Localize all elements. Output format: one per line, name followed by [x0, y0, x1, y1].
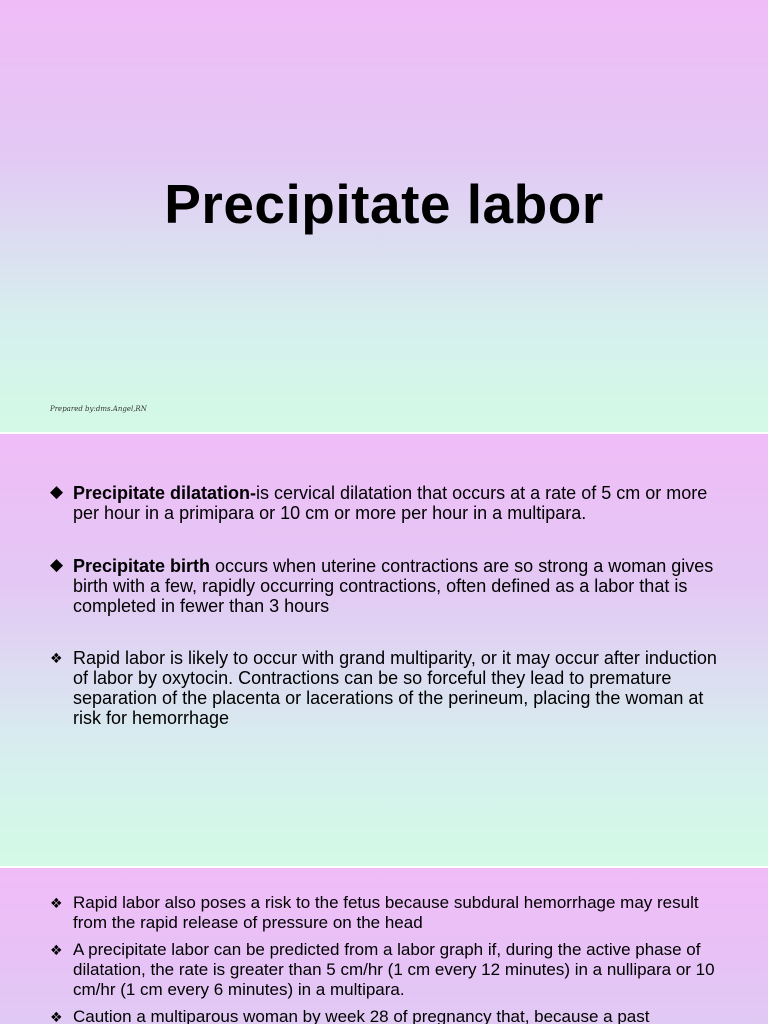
diamond-bullet-icon: ◆ [50, 482, 64, 502]
title-slide [0, 0, 768, 432]
bullet-text: Rapid labor is likely to occur with grand multiparity, or it may occur after induction of labor by oxytocin. Contractions can be so forceful they lead to premature separation of the placenta or lacerations of the perineum, placing the woman at risk for hemorrhage [73, 648, 717, 728]
four-diamond-bullet-icon: ❖ [50, 943, 63, 959]
bullet-item [50, 556, 730, 616]
risks-slide [0, 868, 768, 1024]
bullet-text: occurs when uterine contractions are so strong a woman gives birth with a few, rapidly occurring contractions, often defined as a labor that is completed in fewer than 3 hours [73, 556, 714, 616]
bullet-item [50, 940, 730, 1000]
bullet-term: Precipitate birth [73, 556, 211, 576]
bullet-text: is cervical dilatation that occurs at a rate of 5 cm or more per hour in a primipara or 10 cm or more per hour in a multipara. [73, 483, 708, 523]
four-diamond-bullet-icon: ❖ [50, 896, 63, 912]
bullet-text: Rapid labor also poses a risk to the fetus because subdural hemorrhage may result from the rapid release of pressure on the head [73, 893, 699, 932]
bullet-term: Precipitate dilatation- [73, 483, 257, 503]
four-diamond-bullet-icon: ❖ [50, 1010, 63, 1024]
bullet-item [50, 893, 730, 933]
bullet-item [50, 648, 730, 728]
slide-title: Precipitate labor [164, 173, 604, 235]
bullet-text: A precipitate labor can be predicted from a labor graph if, during the active phase of dilatation, the rate is greater than 5 cm/hr (1 cm every 12 minutes) in a nullipara or 10 cm/hr (1 cm every 6 minutes) in a multipara. [73, 940, 715, 999]
definitions-slide [0, 434, 768, 866]
four-diamond-bullet-icon: ❖ [50, 651, 63, 667]
bullet-list [50, 483, 730, 728]
bullet-item [50, 1007, 730, 1024]
author-credit: Prepared by:dms.Angel,RN [50, 405, 147, 413]
bullet-list [50, 893, 730, 1024]
bullet-item [50, 483, 730, 523]
diamond-bullet-icon: ◆ [50, 555, 64, 575]
bullet-text: Caution a multiparous woman by week 28 of pregnancy that, because a past [73, 1007, 650, 1024]
